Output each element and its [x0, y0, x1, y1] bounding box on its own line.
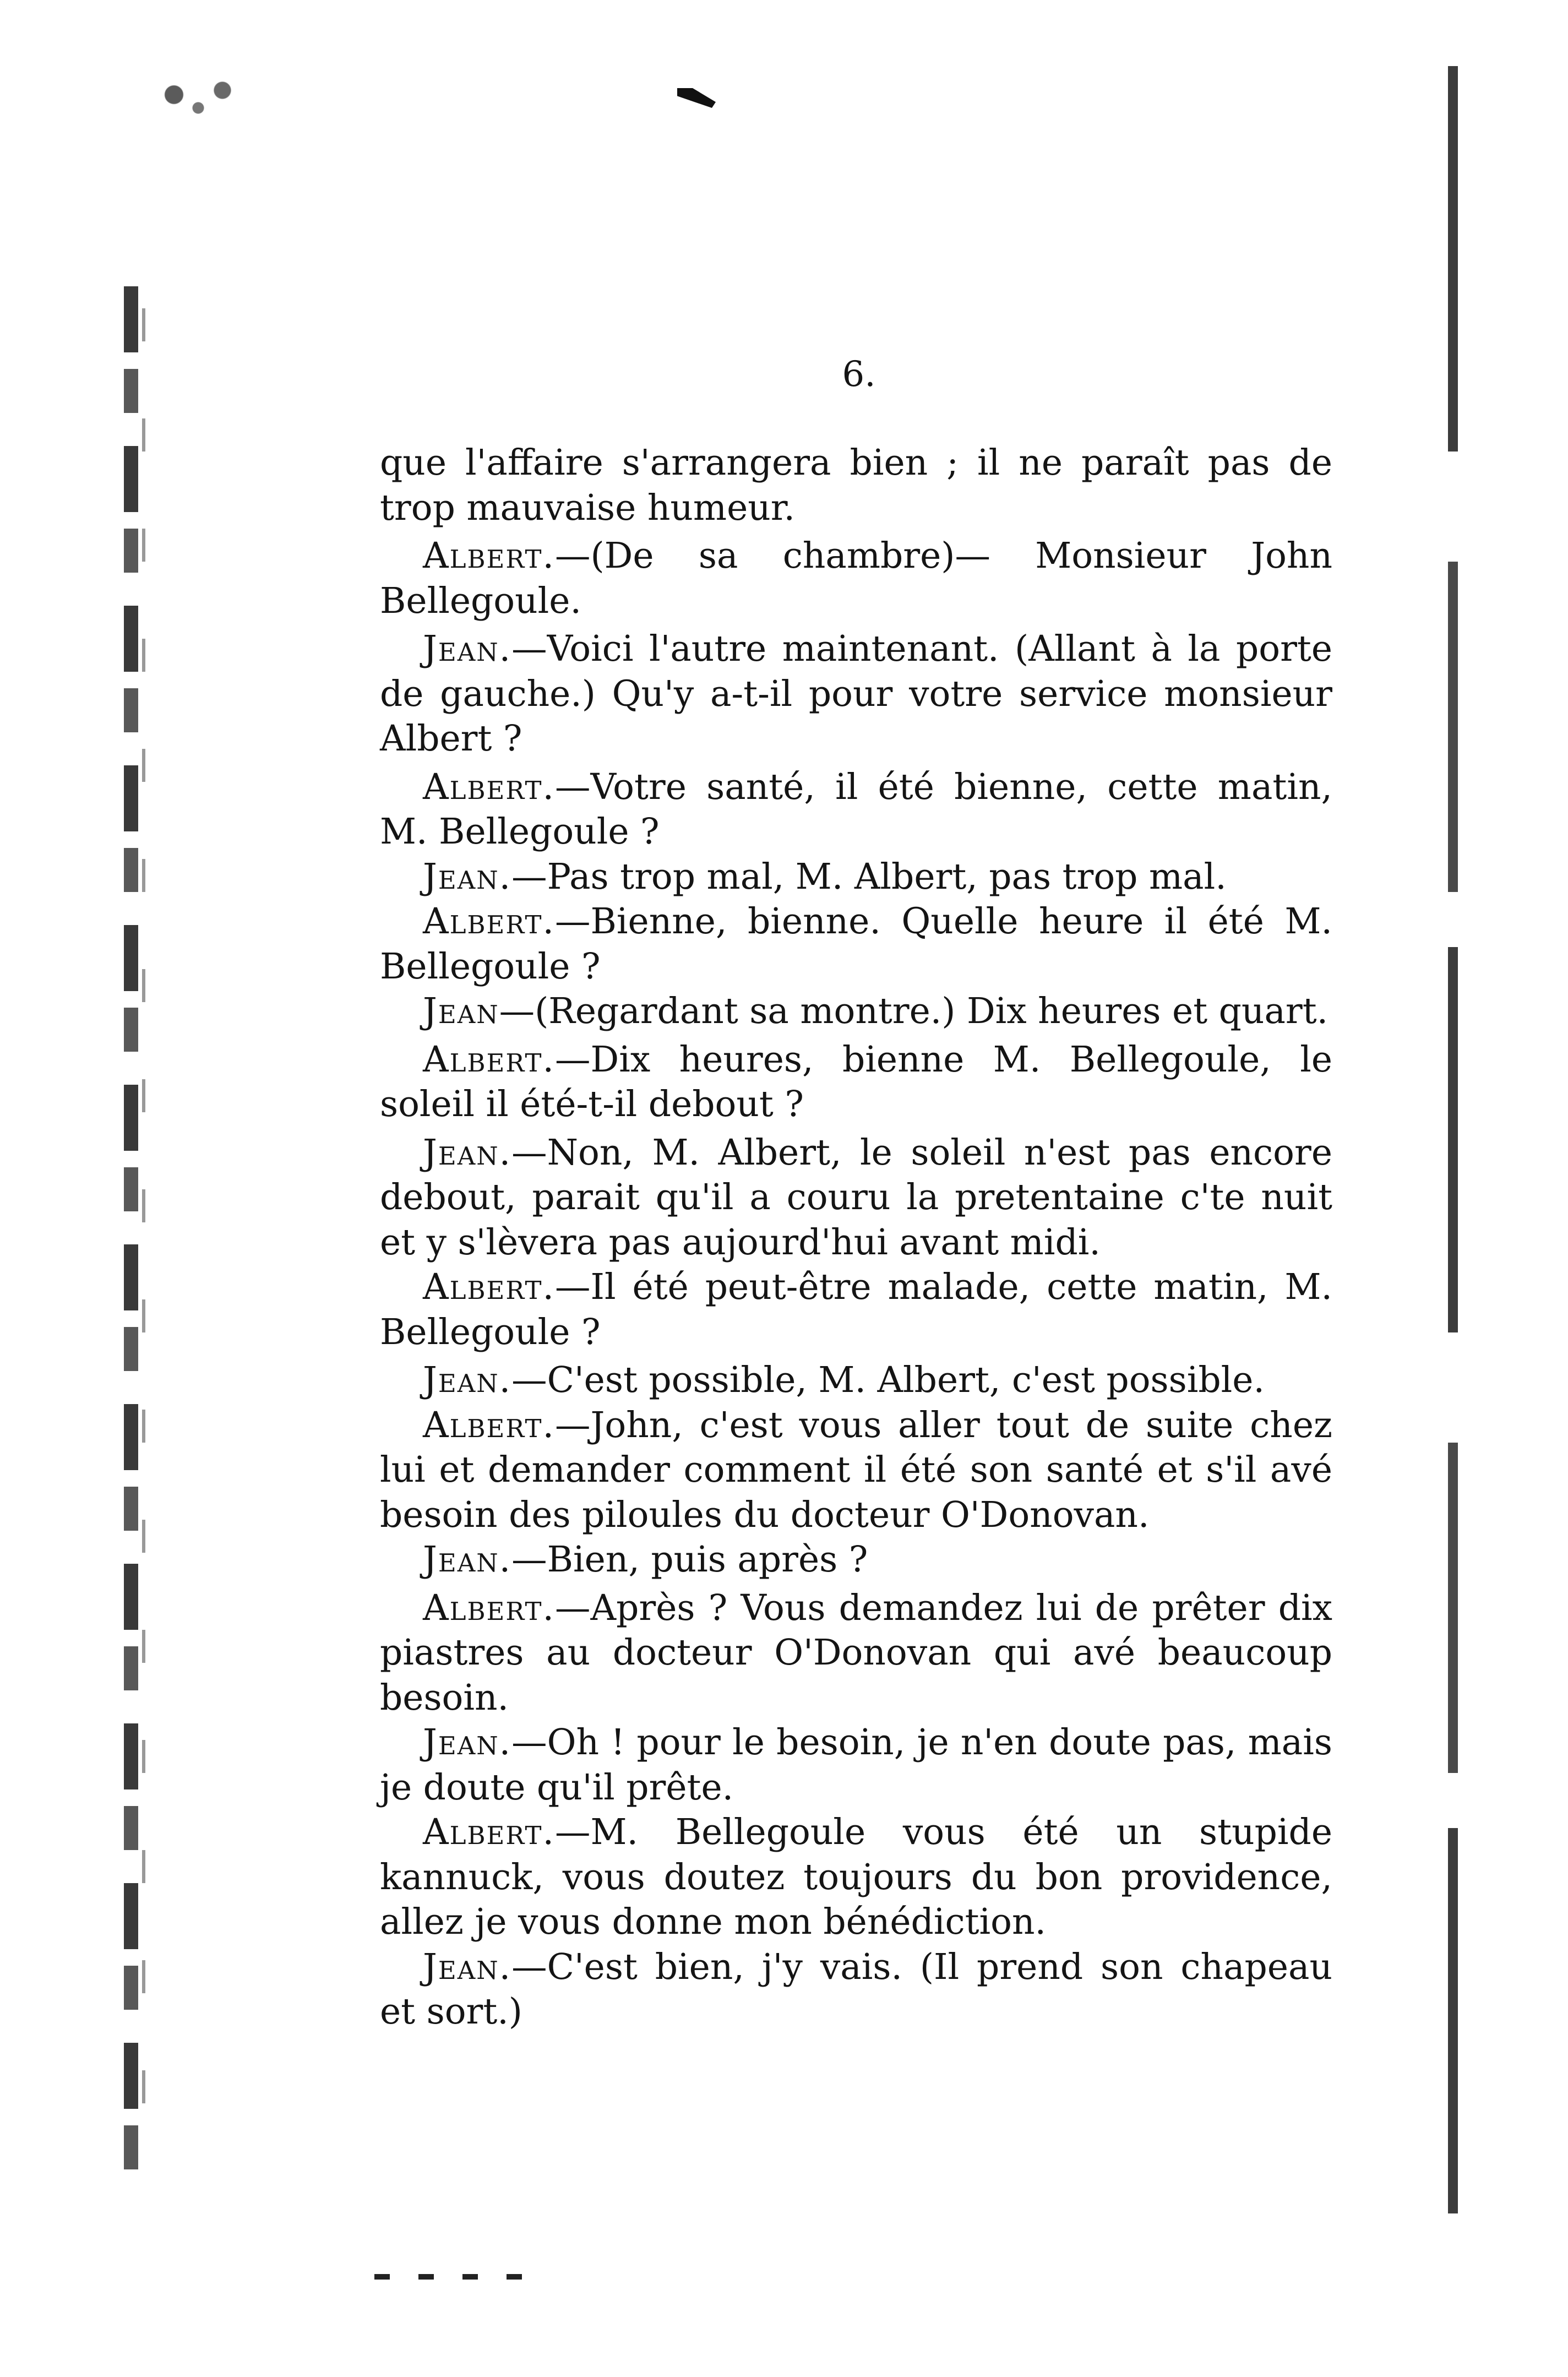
- paragraph: [380, 440, 1332, 530]
- dialogue-line: [380, 1810, 1332, 1945]
- dialogue-text-line: —M. Bellegoule vous été un stupide kannuck, vous doutez toujours du bon providence, allez je vous donne mon bénédiction.: [380, 1812, 1332, 1943]
- paragraph-text: que l'affaire s'arrangera bien ; il ne paraît pas de trop mauvaise humeur.: [380, 442, 1332, 529]
- speaker-name: Albert.: [423, 1812, 555, 1853]
- scan-edge-left-thin: [142, 308, 145, 2180]
- dialogue-line: [380, 1945, 1332, 2035]
- speaker-name: Jean.: [423, 856, 512, 898]
- dialogue-line: [380, 765, 1332, 855]
- dialogue-line: [380, 1403, 1332, 1538]
- dialogue-line: [380, 899, 1332, 989]
- speaker-name: Jean.: [423, 628, 512, 670]
- scan-edge-right: [1448, 66, 1458, 2302]
- dialogue-text-line: —Dix heures, bienne M. Bellegoule, le soleil il été-t-il debout ?: [380, 1038, 1332, 1125]
- scan-mark-top: [677, 88, 716, 108]
- speaker-name: Jean.: [423, 1132, 512, 1173]
- dialogue-text-line: —Après ? Vous demandez lui de prêter dix piastres au docteur O'Donovan qui avé beaucoup besoin.: [380, 1587, 1332, 1718]
- speaker-name: Albert.: [423, 766, 555, 808]
- dialogue-line: [380, 627, 1332, 761]
- dialogue-text-line: —John, c'est vous aller tout de suite chez lui et demander comment il été son santé et s'il avé besoin des piloules du docteur O'Donovan.: [380, 1404, 1332, 1536]
- speaker-name: Jean.: [423, 1946, 512, 1988]
- dialogue-line: [380, 1037, 1332, 1127]
- dialogue-line: [380, 1265, 1332, 1355]
- dialogue-text-line: —Oh ! pour le besoin, je n'en doute pas, mais je doute qu'il prête.: [380, 1722, 1332, 1808]
- scan-smudge-top-left: [138, 77, 259, 121]
- dialogue-text-line: —C'est possible, M. Albert, c'est possible.: [511, 1359, 1265, 1401]
- dialogue-text-line: —Bienne, bienne. Quelle heure il été M. Bellegoule ?: [380, 901, 1332, 987]
- speaker-name: Albert.: [423, 1404, 555, 1446]
- scan-dashes-bottom: [374, 2274, 540, 2280]
- dialogue-line: [380, 1130, 1332, 1265]
- dialogue-text-line: —Bien, puis après ?: [511, 1539, 868, 1580]
- dialogue-text-line: —Pas trop mal, M. Albert, pas trop mal.: [511, 856, 1227, 898]
- dialogue-text-line: —Voici l'autre maintenant. (Allant à la porte de gauche.) Qu'y a-t-il pour votre service monsieur Albert ?: [380, 628, 1332, 759]
- dialogue-text-line: —Votre santé, il été bienne, cette matin, M. Bellegoule ?: [380, 766, 1332, 852]
- scan-edge-left: [124, 286, 138, 2197]
- page-number: 6.: [842, 354, 876, 395]
- dialogue-line: [380, 1720, 1332, 1810]
- speaker-name: Jean: [423, 991, 499, 1032]
- speaker-name: Albert.: [423, 1587, 555, 1629]
- dialogue-line: [380, 855, 1332, 900]
- dialogue-text-line: —Non, M. Albert, le soleil n'est pas encore debout, parait qu'il a couru la pretentaine c'te nuit et y s'lèvera pas aujourd'hui avant midi.: [380, 1132, 1332, 1263]
- speaker-name: Albert.: [423, 535, 555, 576]
- speaker-name: Jean.: [423, 1722, 512, 1763]
- speaker-name: Albert.: [423, 901, 555, 942]
- dialogue-text-line: —Il été peut-être malade, cette matin, M. Bellegoule ?: [380, 1266, 1332, 1353]
- dialogue-line: [380, 534, 1332, 623]
- speaker-name: Albert.: [423, 1038, 555, 1080]
- dialogue-text-line: —(Regardant sa montre.) Dix heures et quart.: [499, 991, 1329, 1032]
- speaker-name: Jean.: [423, 1359, 512, 1401]
- dialogue-text: [380, 440, 1332, 2035]
- dialogue-line: [380, 1537, 1332, 1582]
- dialogue-text-line: —(De sa chambre)— Monsieur John Bellegoule.: [380, 535, 1332, 622]
- dialogue-text-line: —C'est bien, j'y vais. (Il prend son chapeau et sort.): [380, 1946, 1332, 2032]
- dialogue-line: [380, 1586, 1332, 1721]
- speaker-name: Jean.: [423, 1539, 512, 1580]
- dialogue-line: [380, 989, 1332, 1034]
- dialogue-line: [380, 1358, 1332, 1403]
- speaker-name: Albert.: [423, 1266, 555, 1308]
